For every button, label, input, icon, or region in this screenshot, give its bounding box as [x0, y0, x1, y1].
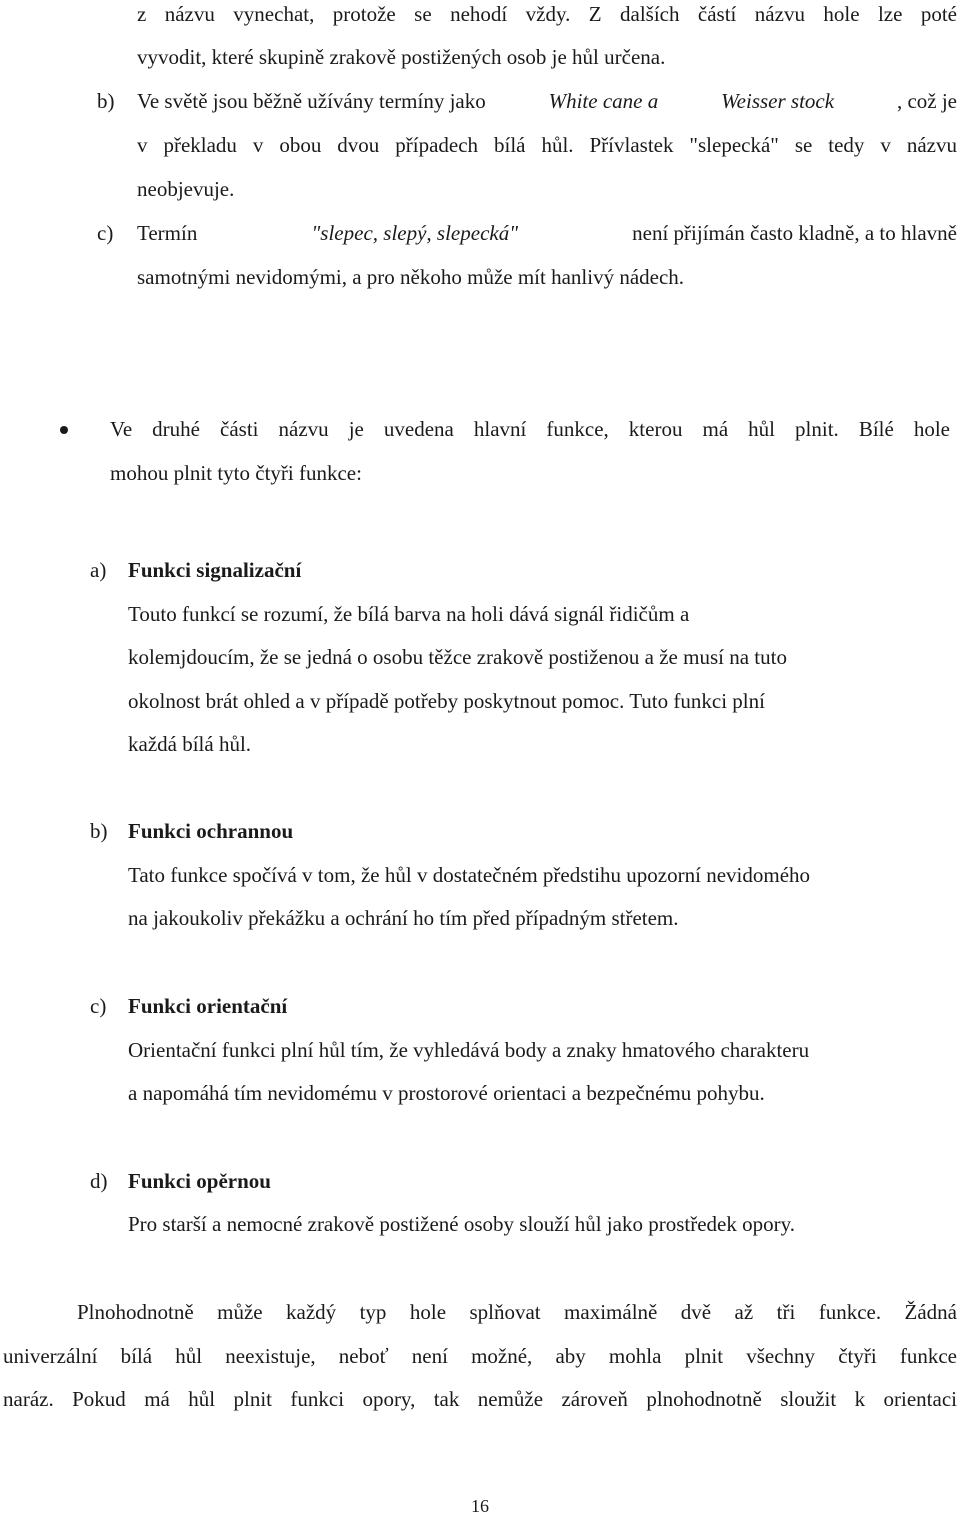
list-label: a): [90, 558, 107, 582]
text-line: na jakoukoliv překážku a ochrání ho tím před případným střetem.: [128, 906, 679, 930]
function-heading: Funkci signalizační: [128, 558, 302, 582]
text-line: Plnohodnotně může každý typ hole splňovat maximálně dvě až tři funkce. Žádná: [77, 1300, 957, 1324]
list-label: b): [90, 819, 108, 843]
text-line: Orientační funkci plní hůl tím, že vyhledává body a znaky hmatového charakteru: [128, 1038, 810, 1062]
text-line: univerzální bílá hůl neexistuje, neboť není možné, aby mohla plnit všechny čtyři funkce: [3, 1344, 957, 1368]
text-line: z názvu vynechat, protože se nehodí vždy. Z dalších částí názvu hole lze poté: [137, 2, 957, 26]
text-line: Ve druhé části názvu je uvedena hlavní funkce, kterou má hůl plnit. Bílé hole: [110, 417, 950, 441]
text-line: neobjevuje.: [137, 177, 235, 201]
text-line: Tato funkce spočívá v tom, že hůl v dostatečném předstihu upozorní nevidomého: [128, 863, 811, 887]
text-line: [137, 223, 957, 244]
text-fragment: není přijímán často kladně, a to hlavně: [632, 221, 957, 245]
text-line: okolnost brát ohled a v případě potřeby poskytnout pomoc. Tuto funkci plní: [128, 689, 765, 713]
term-italic: White cane a: [548, 89, 659, 113]
text-line: vyvodit, které skupině zrakově postižených osob je hůl určena.: [137, 45, 666, 69]
text-line: kolemjdoucím, že se jedná o osobu těžce zrakově postiženou a že musí na tuto: [128, 645, 787, 669]
text-line: Touto funkcí se rozumí, že bílá barva na holi dává signál řidičům a: [128, 602, 690, 626]
text-line: a napomáhá tím nevidomému v prostorové orientaci a bezpečnému pohybu.: [128, 1081, 765, 1105]
text-line: [137, 91, 957, 112]
page-number: 16: [471, 1496, 489, 1516]
text-line: Pro starší a nemocné zrakově postižené osoby slouží hůl jako prostředek opory.: [128, 1212, 795, 1236]
text-fragment: , což je: [896, 89, 957, 113]
list-label: d): [90, 1169, 108, 1193]
list-label: b): [97, 89, 115, 113]
text-line: naráz. Pokud má hůl plnit funkci opory, tak nemůže zároveň plnohodnotně sloužit k orientaci: [3, 1387, 957, 1411]
function-heading: Funkci ochrannou: [128, 819, 294, 843]
list-label: c): [97, 221, 114, 245]
term-italic: Weisser stock: [721, 89, 835, 113]
function-heading: Funkci opěrnou: [128, 1169, 271, 1193]
text-line: v překladu v obou dvou případech bílá hůl. Přívlastek "slepecká" se tedy v názvu: [137, 133, 957, 157]
text-fragment: Termín: [137, 221, 198, 245]
text-fragment: Ve světě jsou běžně užívány termíny jako: [137, 89, 486, 113]
list-label: c): [90, 994, 107, 1018]
text-line: každá bílá hůl.: [128, 732, 252, 756]
text-line: samotnými nevidomými, a pro někoho může mít hanlivý nádech.: [137, 265, 685, 289]
function-heading: Funkci orientační: [128, 994, 288, 1018]
bullet-icon: [60, 426, 68, 434]
text-line: mohou plnit tyto čtyři funkce:: [110, 461, 362, 485]
term-italic: "slepec, slepý, slepecká": [311, 221, 519, 245]
